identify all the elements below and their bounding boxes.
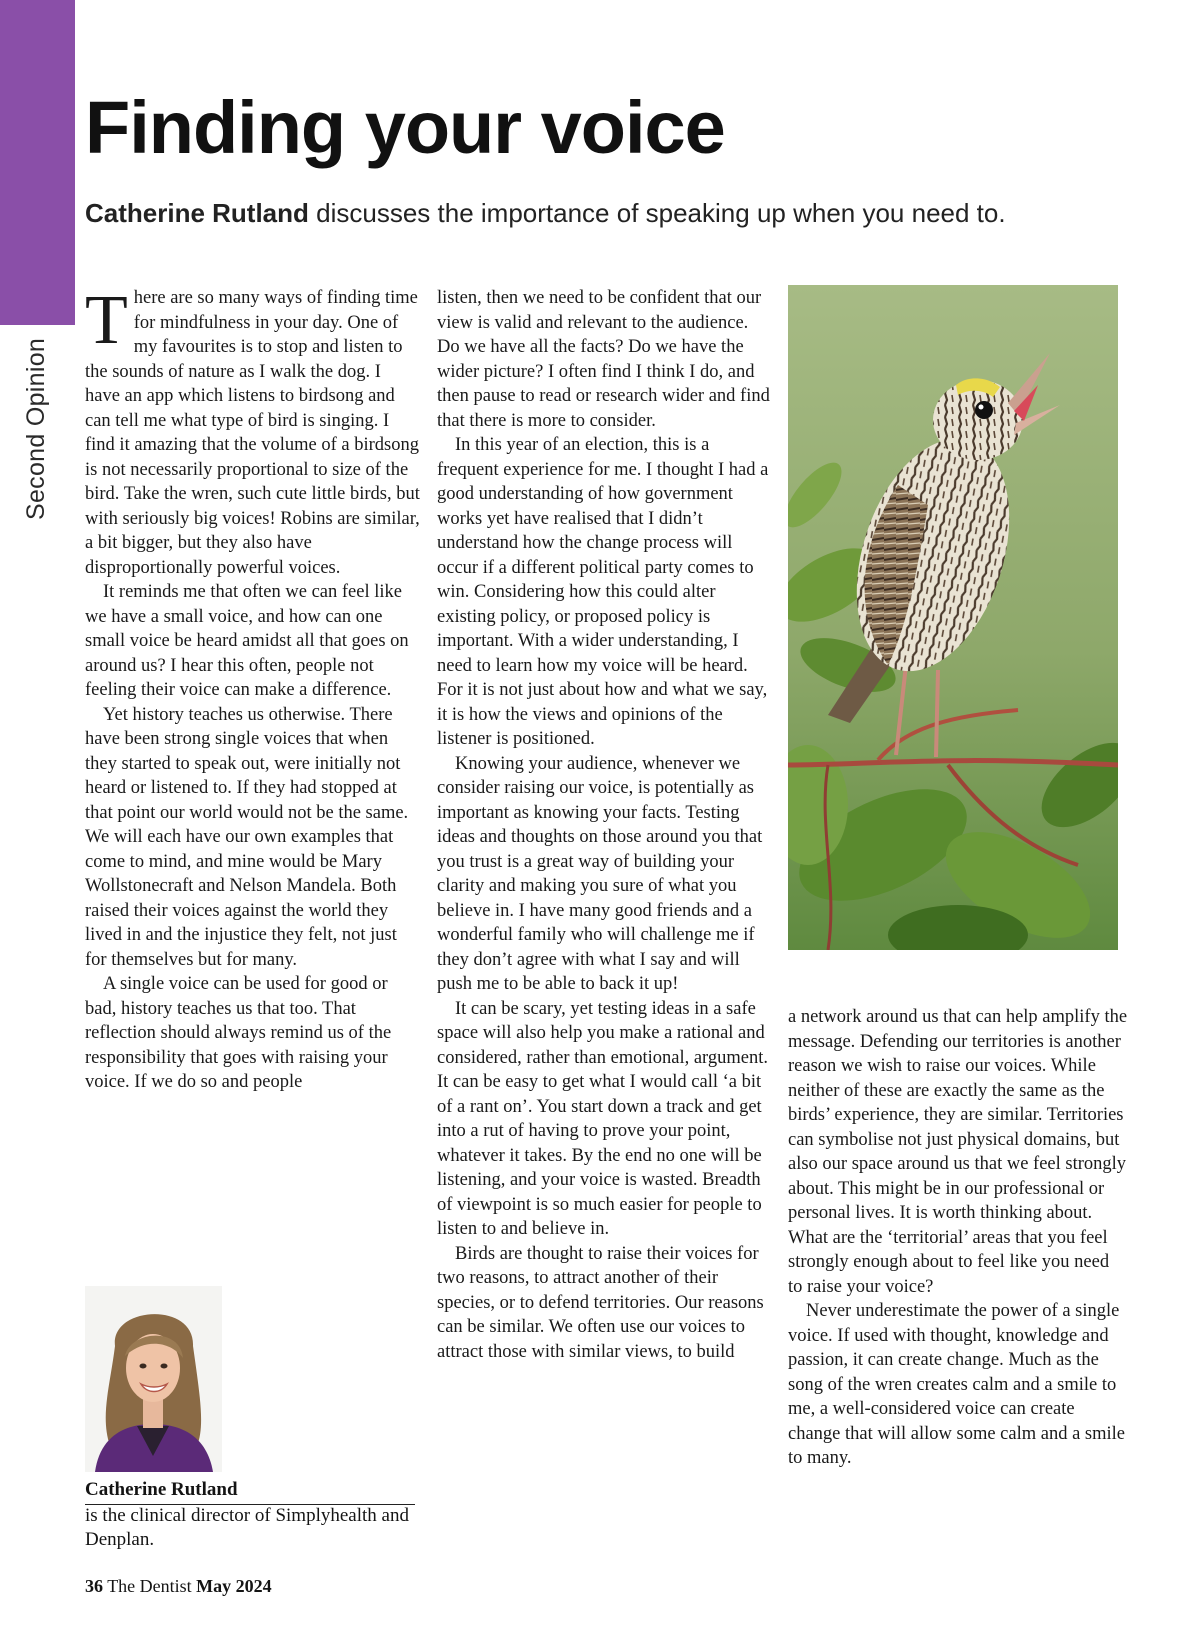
paragraph-text: here are so many ways of finding time for mindfulness in your day. One of my favourites is to stop and listen to the sounds of nature as I walk the dog. I have an app which listens to birdsong and can tell me what type of bird is singing. I find it amazing that the volume of a birdsong is not necessarily proportional to size of the bird. Take the wren, such cute little birds, but with seriously big voices! Robins are similar, a bit bigger, but they also have disproportionally powerful voices. bbox=[85, 288, 420, 578]
article-paragraph: a network around us that can help amplify the message. Defending our territories is another reason we wish to raise our voices. While neither of these are exactly the same as the birds’ experience, they are similar. Territories can symbolise not just physical domains, but also our space around us that we feel strongly about. This might be in our professional or personal lives. It is worth thinking about. What are the ‘territorial’ areas that you feel strongly enough about to feel like you need to raise your voice? bbox=[788, 1007, 1128, 1297]
author-name: Catherine Rutland bbox=[85, 1478, 415, 1505]
article-paragraph: Knowing your audience, whenever we consider raising our voice, is potentially as important as knowing your facts. Testing ideas and thoughts on those around you that you trust is a great way of building your clarity and making you sure of what you believe in. I have many good friends and a wonderful family who will challenge me if they don’t agree with what I say and will push me to be able to back it up! bbox=[437, 753, 763, 994]
standfirst-author: Catherine Rutland bbox=[85, 198, 309, 228]
page-footer bbox=[85, 1576, 272, 1597]
article-paragraph: In this year of an election, this is a frequent experience for me. I thought I had a good understanding of how government works yet have realised that I didn’t understand how the change process will occur if a different political party comes to win. Considering how this could alter existing policy, or proposed policy is important. With a wider understanding, I need to learn how my voice will be heard. For it is not just about how and what we say, it is how the views and opinions of the listener is positioned. bbox=[437, 435, 769, 749]
article-paragraph: listen, then we need to be confident that our view is valid and relevant to the audience. Do we have all the facts? Do we have the wider picture? I often find I think I do, and then pause to read or research wider and find that there is more to consider. bbox=[437, 288, 770, 431]
author-bio: is the clinical director of Simplyhealth and Denplan. bbox=[85, 1505, 409, 1550]
author-portrait bbox=[85, 1286, 222, 1472]
article-column-1 bbox=[85, 282, 420, 1095]
article-paragraph: A single voice can be used for good or bad, history teaches us that too. That reflection should always remind us of the responsibility that goes with raising your voice. If we do so and people bbox=[85, 974, 392, 1092]
article-paragraph: Never underestimate the power of a single voice. If used with thought, knowledge and passion, it can create change. Much as the song of the wren creates calm and a smile to me, a well-considered voice can create change that will allow some calm and a smile to many. bbox=[788, 1301, 1126, 1468]
magazine-name: The Dentist bbox=[107, 1576, 192, 1596]
article-paragraph: It can be scary, yet testing ideas in a safe space will also help you make a rational and considered, rather than emotional, argument. It can be easy to get what I would call ‘a bit of a rant on’. You start down a track and get into a rut of having to prove your point, whatever it takes. By the end no one will be listening, and your voice is wasted. Breadth of viewpoint is so much easier for people to listen to and believe in. bbox=[437, 998, 769, 1239]
article-column-3 bbox=[788, 1005, 1128, 1471]
page-number: 36 bbox=[85, 1576, 103, 1596]
bird-photo bbox=[788, 285, 1118, 950]
section-label: Second Opinion bbox=[22, 337, 50, 520]
issue-date: May 2024 bbox=[196, 1576, 272, 1596]
article-paragraph bbox=[85, 282, 420, 580]
standfirst-text: discusses the importance of speaking up when you need to. bbox=[308, 198, 1006, 228]
article-paragraph: Birds are thought to raise their voices for two reasons, to attract another of their species, or to defend territories. Our reasons can be similar. We often use our voices to attract those with similar views, to build bbox=[437, 1243, 764, 1362]
page-title: Finding your voice bbox=[85, 86, 725, 169]
article-column-2 bbox=[437, 286, 772, 1364]
article-paragraph: It reminds me that often we can feel like we have a small voice, and how can one small voice be heard amidst all that goes on around us? I hear this often, people not feeling their voice can make a difference. bbox=[85, 582, 409, 700]
article-paragraph: Yet history teaches us otherwise. There have been strong single voices that when they started to speak out, were initially not heard or listened to. If they had stopped at that point our world would not be the same. We will each have our own examples that come to mind, and mine would be Mary Wollstonecraft and Nelson Mandela. Both raised their voices against the world they lived in and the injustice they felt, not just for themselves but for many. bbox=[85, 704, 409, 970]
section-color-bar bbox=[0, 0, 75, 325]
author-photo bbox=[85, 1286, 222, 1472]
drop-cap: T bbox=[85, 282, 128, 359]
standfirst bbox=[85, 198, 1006, 229]
bird-illustration bbox=[788, 285, 1118, 950]
